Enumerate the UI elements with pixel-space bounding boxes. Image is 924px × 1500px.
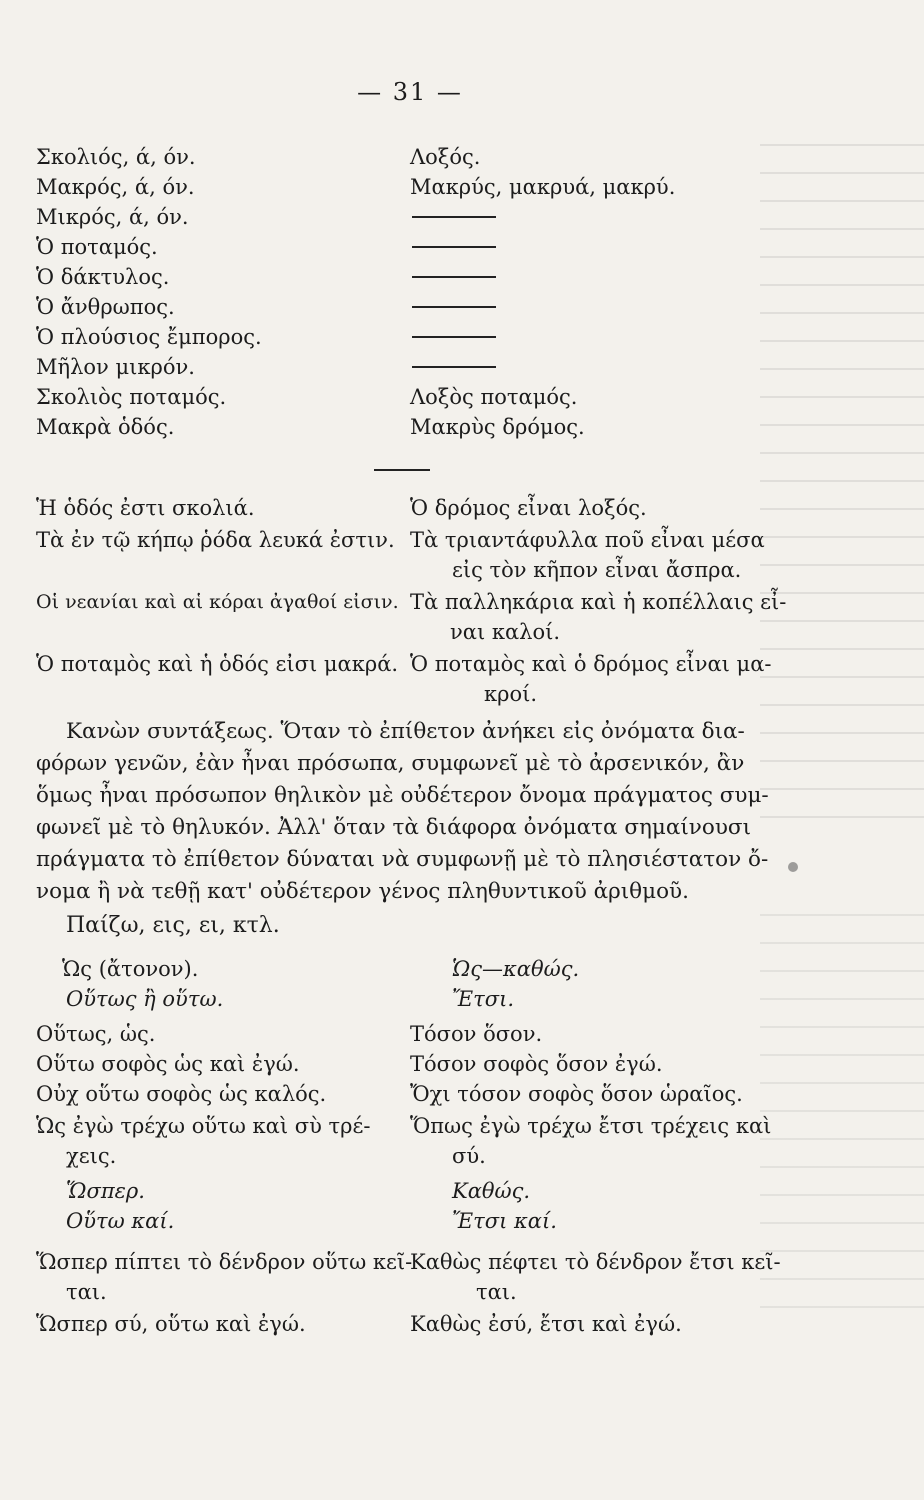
example-left-1: Ἡ ὁδός ἐστι σκολιά.: [36, 496, 255, 520]
ditto-dash: [412, 216, 496, 218]
table2-left-9a: Ὥσπερ πίπτει τὸ δένδρον οὕτω κεῖ-: [36, 1250, 413, 1274]
table1-right-10: Μακρὺς δρόμος.: [410, 415, 585, 439]
table1-right-2: Μακρύς, μακρυά, μακρύ.: [410, 175, 676, 199]
table2-left-8: Οὕτω καί.: [66, 1209, 175, 1233]
table2-right-6b: σύ.: [452, 1144, 486, 1168]
example-right-3a: Τὰ παλληκάρια καὶ ἡ κοπέλλαις εἶ-: [410, 590, 787, 614]
ditto-dash: [412, 276, 496, 278]
ditto-dash: [412, 366, 496, 368]
rule-line-2: φόρων γενῶν, ἐὰν ἦναι πρόσωπα, συμφωνεῖ μὲ τὸ ἀρσενικόν, ἂν: [36, 751, 745, 776]
example-left-2: Τὰ ἐν τῷ κήπῳ ῥόδα λευκά ἐστιν.: [36, 528, 395, 552]
table1-left-5: Ὁ δάκτυλος.: [36, 265, 170, 289]
table1-right-1: Λοξός.: [410, 145, 481, 169]
syntax-rule-paragraph: [36, 716, 776, 908]
example-right-4b: κροί.: [484, 682, 538, 706]
ditto-dash: [412, 246, 496, 248]
table1-left-7: Ὁ πλούσιος ἔμπορος.: [36, 325, 262, 349]
example-right-1: Ὁ δρόμος εἶναι λοξός.: [410, 496, 647, 520]
example-right-4a: Ὁ ποταμὸς καὶ ὁ δρόμος εἶναι μα-: [410, 652, 772, 676]
rule-line-1: Κανὼν συντάξεως. Ὅταν τὸ ἐπίθετον ἀνήκει εἰς ὀνόματα δια-: [66, 719, 745, 744]
section-divider: [374, 469, 430, 471]
example-left-4: Ὁ ποταμὸς καὶ ἡ ὁδός εἰσι μακρά.: [36, 652, 399, 676]
table2-right-2: Ἔτσι.: [452, 987, 515, 1011]
bleed-through-text-lower: [760, 900, 924, 1320]
table2-left-9b: ται.: [66, 1280, 107, 1304]
table2-left-2: Οὕτως ἢ οὕτω.: [66, 987, 224, 1011]
example-left-3: Οἱ νεανίαι καὶ αἱ κόραι ἀγαθοί εἰσιν.: [36, 591, 399, 613]
table2-left-10: Ὥσπερ σύ, οὕτω καὶ ἐγώ.: [36, 1312, 306, 1336]
table2-left-6a: Ὡς ἐγὼ τρέχω οὕτω καὶ σὺ τρέ-: [36, 1114, 371, 1138]
table2-left-1: Ὡς (ἄτονον).: [62, 957, 199, 981]
bleed-through-text: [760, 130, 924, 820]
table1-left-4: Ὁ ποταμός.: [36, 235, 158, 259]
table2-right-1: Ὡς—καθώς.: [452, 957, 580, 981]
rule-line-3: ὅμως ἦναι πρόσωπον θηλικὸν μὲ οὐδέτερον ὄνομα πράγματος συμ-: [36, 783, 769, 808]
rule-line-4: φωνεῖ μὲ τὸ θηλυκόν. Ἀλλ' ὅταν τὰ διάφορα ὀνόματα σημαίνουσι: [36, 815, 752, 840]
example-right-2b: εἰς τὸν κῆπον εἶναι ἄσπρα.: [452, 558, 742, 582]
table1-left-3: Μικρός, ά, όν.: [36, 205, 189, 229]
table2-left-3: Οὕτως, ὡς.: [36, 1022, 156, 1046]
rule-line-5: πράγματα τὸ ἐπίθετον δύναται νὰ συμφωνῇ μὲ τὸ πλησιέστατον ὄ-: [36, 847, 769, 872]
table2-right-3: Τόσον ὅσον.: [410, 1022, 543, 1046]
ditto-dash: [412, 336, 496, 338]
table2-right-4: Τόσον σοφὸς ὅσον ἐγώ.: [410, 1052, 663, 1076]
table1-left-8: Μῆλον μικρόν.: [36, 355, 195, 379]
table2-right-10: Καθὼς ἐσύ, ἔτσι καὶ ἐγώ.: [410, 1312, 682, 1336]
page-number: — 31 —: [357, 78, 463, 106]
table2-right-7: Καθώς.: [452, 1179, 531, 1203]
ink-spot: [788, 862, 798, 872]
table2-right-5: Ὄχι τόσον σοφὸς ὅσον ὡραῖος.: [410, 1082, 743, 1106]
table2-right-9b: ται.: [476, 1280, 517, 1304]
table1-left-2: Μακρός, ά, όν.: [36, 175, 195, 199]
table2-right-8: Ἔτσι καί.: [452, 1209, 557, 1233]
table1-left-1: Σκολιός, ά, όν.: [36, 145, 196, 169]
example-right-3b: ναι καλοί.: [450, 620, 561, 644]
table2-right-9a: Καθὼς πέφτει τὸ δένδρον ἔτσι κεῖ-: [410, 1250, 781, 1274]
ditto-dash: [412, 306, 496, 308]
table2-left-4: Οὕτω σοφὸς ὡς καὶ ἐγώ.: [36, 1052, 300, 1076]
table1-left-10: Μακρὰ ὁδός.: [36, 415, 175, 439]
table2-left-7: Ὥσπερ.: [66, 1179, 145, 1203]
example-right-2a: Τὰ τριαντάφυλλα ποῦ εἶναι μέσα: [410, 528, 765, 552]
table2-left-6b: χεις.: [66, 1144, 117, 1168]
table1-left-6: Ὁ ἄνθρωπος.: [36, 295, 175, 319]
paizo-line: Παίζω, εις, ει, κτλ.: [66, 913, 280, 938]
table2-left-5: Οὐχ οὕτω σοφὸς ὡς καλός.: [36, 1082, 327, 1106]
table1-right-9: Λοξὸς ποταμός.: [410, 385, 578, 409]
table2-right-6a: Ὅπως ἐγὼ τρέχω ἔτσι τρέχεις καὶ: [410, 1114, 772, 1138]
table1-left-9: Σκολιὸς ποταμός.: [36, 385, 227, 409]
rule-line-6: νομα ἢ νὰ τεθῇ κατ' οὐδέτερον γένος πληθυντικοῦ ἀριθμοῦ.: [36, 879, 689, 904]
